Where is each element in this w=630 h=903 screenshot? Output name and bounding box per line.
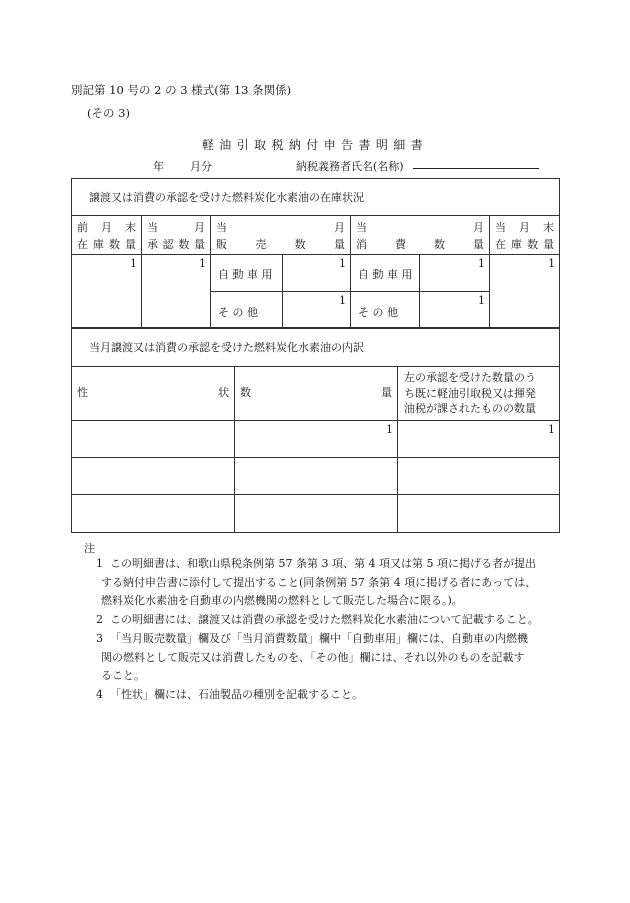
hdr-line: 左の承認を受けた数量のう — [404, 371, 536, 384]
sales-automobile-label: 自 動 車 用 — [211, 255, 283, 292]
breakdown-section-title: 当月譲渡又は消費の承認を受けた燃料炭化水素油の内訳 — [72, 329, 560, 367]
unit-mark: 1 — [548, 423, 556, 436]
inventory-table — [71, 178, 560, 328]
property-cell[interactable] — [72, 495, 235, 533]
unit-mark: 1 — [199, 257, 206, 270]
approved-value-cell[interactable] — [142, 255, 211, 328]
property-cell[interactable] — [72, 458, 235, 495]
hdr-line1: 前 月 末 — [77, 221, 136, 234]
note-number: 4 — [96, 688, 103, 701]
table-row — [72, 458, 560, 495]
unit-mark: 1 — [548, 257, 556, 270]
taxed-quantity-cell[interactable] — [398, 495, 560, 533]
inventory-section-title: 譲渡又は消費の承認を受けた燃料炭化水素油の在庫状況 — [72, 179, 560, 216]
hdr-line1: 当 月 末 — [495, 221, 555, 234]
month-label: 月分 — [190, 160, 212, 173]
note-number: 2 — [96, 613, 103, 626]
note-item-2 — [96, 611, 564, 630]
quantity-cell[interactable] — [235, 458, 398, 495]
taxpayer-name-label: 納税義務者氏名(名称) — [296, 160, 404, 173]
consumption-other-value-cell[interactable] — [420, 292, 490, 328]
unit-mark: 1 — [386, 423, 393, 436]
property-cell[interactable] — [72, 421, 235, 458]
hdr-line: 数 量 — [240, 386, 392, 399]
note-line: 「当月販売数量」欄及び「当月消費数量」欄中「自動車用」欄には、自動車の内燃機 — [110, 632, 528, 645]
note-line: する納付申告書に添付して提出すること(同条例第 57 条第 4 項に掲げる者にあっては、 — [101, 575, 537, 589]
hdr-line2: 消 費 数 量 — [356, 238, 484, 251]
hdr-line2: 在 庫 数 量 — [495, 238, 555, 251]
note-line: 「性状」欄には、石油製品の種別を記載すること。 — [110, 688, 363, 701]
sales-other-value-cell[interactable] — [283, 292, 351, 328]
prev-stock-value-cell[interactable] — [72, 255, 142, 328]
consumption-automobile-value-cell[interactable] — [420, 255, 490, 292]
breakdown-table — [71, 328, 560, 533]
taxed-quantity-cell[interactable] — [398, 421, 560, 458]
hdr-line2: 承 認 数 量 — [147, 238, 205, 251]
sales-other-label: そ の 他 — [211, 292, 283, 328]
note-number: 3 — [96, 632, 103, 645]
consumption-automobile-label: 自 動 車 用 — [351, 255, 420, 292]
unit-mark: 1 — [478, 257, 485, 270]
end-stock-value-cell[interactable] — [490, 255, 560, 328]
header-prev-month-stock — [72, 216, 142, 255]
hdr-line1: 当 月 — [147, 221, 205, 234]
note-line: この明細書には、譲渡又は消費の承認を受けた燃料炭化水素油について記載すること。 — [110, 613, 539, 626]
taxpayer-name-field[interactable] — [413, 168, 539, 169]
form-reference: 別記第 10 号の 2 の 3 様式(第 13 条関係) — [71, 83, 292, 97]
unit-mark: 1 — [339, 257, 346, 270]
hdr-line1: 当 月 — [356, 221, 484, 234]
hdr-line1: 当 月 — [216, 221, 345, 234]
note-line: 関の燃料として販売又は消費したものを、「その他」欄には、それ以外のものを記載す — [101, 650, 525, 664]
header-approved-quantity — [142, 216, 211, 255]
hdr-line2: 販 売 数 量 — [216, 238, 345, 251]
note-item-4 — [96, 686, 564, 705]
header-taxed-quantity — [398, 367, 560, 421]
year-label: 年 — [153, 160, 164, 173]
consumption-other-label: そ の 他 — [351, 292, 420, 328]
header-end-month-stock — [490, 216, 560, 255]
quantity-cell[interactable] — [235, 421, 398, 458]
table-row — [72, 495, 560, 533]
hdr-line: 油税が課されたものの数量 — [404, 402, 536, 415]
note-item-1 — [96, 555, 564, 611]
note-line: 燃料炭化水素油を自動車の内燃機関の燃料として販売した場合に限る。)。 — [101, 594, 463, 608]
sub-reference: (その 3) — [87, 106, 130, 120]
header-quantity — [235, 367, 398, 421]
document-title: 軽油引取税納付申告書明細書 — [201, 138, 429, 152]
taxed-quantity-cell[interactable] — [398, 458, 560, 495]
note-line: ること。 — [101, 669, 145, 683]
sales-automobile-value-cell[interactable] — [283, 255, 351, 292]
notes-heading: 注 — [84, 542, 95, 555]
header-property — [72, 367, 235, 421]
hdr-line2: 在 庫 数 量 — [77, 238, 136, 251]
hdr-line: 性 状 — [77, 386, 229, 399]
header-sales-quantity — [211, 216, 351, 255]
note-number: 1 — [96, 557, 103, 570]
unit-mark: 1 — [339, 294, 346, 307]
note-item-3 — [96, 630, 564, 686]
table-row — [72, 421, 560, 458]
unit-mark: 1 — [478, 294, 485, 307]
hdr-line: ち既に軽油引取税又は揮発 — [404, 386, 536, 400]
quantity-cell[interactable] — [235, 495, 398, 533]
note-line: この明細書は、和歌山県税条例第 57 条第 3 項、第 4 項又は第 5 項に掲げる者が提出 — [110, 557, 536, 570]
header-consumption-quantity — [351, 216, 490, 255]
unit-mark: 1 — [130, 257, 137, 270]
